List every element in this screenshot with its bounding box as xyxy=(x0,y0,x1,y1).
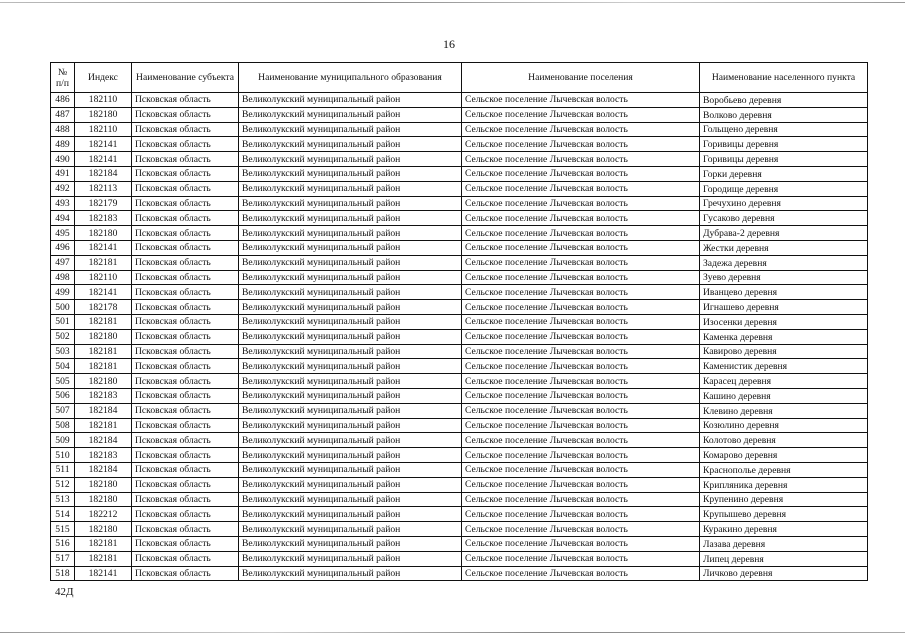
cell-settlement: Сельское поселение Лычевская волость xyxy=(462,374,700,389)
cell-subject: Псковская область xyxy=(132,211,239,226)
cell-number: 502 xyxy=(51,329,75,344)
cell-number: 517 xyxy=(51,551,75,566)
cell-number: 495 xyxy=(51,226,75,241)
cell-subject: Псковская область xyxy=(132,374,239,389)
cell-settlement: Сельское поселение Лычевская волость xyxy=(462,166,700,181)
table-header-row xyxy=(51,63,868,93)
cell-locality: Липец деревня xyxy=(700,551,868,566)
cell-number: 489 xyxy=(51,137,75,152)
cell-number: 508 xyxy=(51,418,75,433)
cell-subject: Псковская область xyxy=(132,240,239,255)
cell-subject: Псковская область xyxy=(132,93,239,108)
table-row xyxy=(51,403,868,418)
table-row xyxy=(51,166,868,181)
cell-settlement: Сельское поселение Лычевская волость xyxy=(462,403,700,418)
cell-municipality: Великолукский муниципальный район xyxy=(239,551,462,566)
cell-subject: Псковская область xyxy=(132,285,239,300)
cell-index: 182180 xyxy=(75,226,132,241)
table-row xyxy=(51,211,868,226)
cell-locality: Горки деревня xyxy=(700,166,868,181)
cell-settlement: Сельское поселение Лычевская волость xyxy=(462,507,700,522)
cell-index: 182180 xyxy=(75,477,132,492)
cell-number: 496 xyxy=(51,240,75,255)
cell-number: 492 xyxy=(51,181,75,196)
cell-index: 182178 xyxy=(75,300,132,315)
cell-index: 182141 xyxy=(75,285,132,300)
cell-number: 507 xyxy=(51,403,75,418)
cell-number: 490 xyxy=(51,152,75,167)
cell-municipality: Великолукский муниципальный район xyxy=(239,122,462,137)
cell-subject: Псковская область xyxy=(132,152,239,167)
cell-number: 504 xyxy=(51,359,75,374)
cell-subject: Псковская область xyxy=(132,329,239,344)
cell-number: 499 xyxy=(51,285,75,300)
cell-municipality: Великолукский муниципальный район xyxy=(239,566,462,581)
cell-locality: Крупенино деревня xyxy=(700,492,868,507)
table-row xyxy=(51,566,868,581)
cell-subject: Псковская область xyxy=(132,522,239,537)
cell-index: 182181 xyxy=(75,344,132,359)
cell-index: 182180 xyxy=(75,374,132,389)
table-row xyxy=(51,314,868,329)
cell-locality: Колотово деревня xyxy=(700,433,868,448)
cell-index: 182183 xyxy=(75,388,132,403)
cell-locality: Городище деревня xyxy=(700,181,868,196)
cell-settlement: Сельское поселение Лычевская волость xyxy=(462,551,700,566)
table-row xyxy=(51,152,868,167)
cell-subject: Псковская область xyxy=(132,448,239,463)
cell-locality: Кашино деревня xyxy=(700,388,868,403)
cell-locality: Козюлино деревня xyxy=(700,418,868,433)
cell-index: 182110 xyxy=(75,270,132,285)
cell-index: 182181 xyxy=(75,536,132,551)
cell-number: 518 xyxy=(51,566,75,581)
cell-settlement: Сельское поселение Лычевская волость xyxy=(462,255,700,270)
cell-settlement: Сельское поселение Лычевская волость xyxy=(462,181,700,196)
page-number: 16 xyxy=(443,37,455,51)
cell-locality: Краснополье деревня xyxy=(700,462,868,477)
cell-municipality: Великолукский муниципальный район xyxy=(239,522,462,537)
cell-locality: Горивицы деревня xyxy=(700,152,868,167)
cell-locality: Задежа деревня xyxy=(700,255,868,270)
cell-settlement: Сельское поселение Лычевская волость xyxy=(462,240,700,255)
cell-municipality: Великолукский муниципальный район xyxy=(239,137,462,152)
cell-municipality: Великолукский муниципальный район xyxy=(239,240,462,255)
cell-settlement: Сельское поселение Лычевская волость xyxy=(462,522,700,537)
scan-edge-bottom xyxy=(0,632,905,633)
cell-settlement: Сельское поселение Лычевская волость xyxy=(462,285,700,300)
cell-settlement: Сельское поселение Лычевская волость xyxy=(462,314,700,329)
cell-index: 182181 xyxy=(75,418,132,433)
table-row xyxy=(51,196,868,211)
table-row xyxy=(51,418,868,433)
cell-subject: Псковская область xyxy=(132,359,239,374)
cell-number: 491 xyxy=(51,166,75,181)
cell-subject: Псковская область xyxy=(132,181,239,196)
cell-municipality: Великолукский муниципальный район xyxy=(239,462,462,477)
cell-subject: Псковская область xyxy=(132,433,239,448)
table-row xyxy=(51,492,868,507)
cell-index: 182184 xyxy=(75,166,132,181)
cell-index: 182212 xyxy=(75,507,132,522)
cell-locality: Крипляника деревня xyxy=(700,477,868,492)
cell-locality: Кавирово деревня xyxy=(700,344,868,359)
table-row xyxy=(51,551,868,566)
table-row xyxy=(51,448,868,463)
cell-index: 182183 xyxy=(75,211,132,226)
cell-municipality: Великолукский муниципальный район xyxy=(239,477,462,492)
table-row xyxy=(51,522,868,537)
cell-subject: Псковская область xyxy=(132,462,239,477)
table-row xyxy=(51,433,868,448)
cell-municipality: Великолукский муниципальный район xyxy=(239,166,462,181)
cell-settlement: Сельское поселение Лычевская волость xyxy=(462,211,700,226)
cell-subject: Псковская область xyxy=(132,137,239,152)
cell-municipality: Великолукский муниципальный район xyxy=(239,226,462,241)
cell-settlement: Сельское поселение Лычевская волость xyxy=(462,137,700,152)
cell-index: 182181 xyxy=(75,255,132,270)
table-row xyxy=(51,344,868,359)
cell-number: 511 xyxy=(51,462,75,477)
cell-locality: Лазава деревня xyxy=(700,536,868,551)
cell-number: 510 xyxy=(51,448,75,463)
cell-index: 182141 xyxy=(75,240,132,255)
cell-subject: Псковская область xyxy=(132,403,239,418)
cell-locality: Куракино деревня xyxy=(700,522,868,537)
cell-subject: Псковская область xyxy=(132,536,239,551)
table-row xyxy=(51,462,868,477)
cell-subject: Псковская область xyxy=(132,122,239,137)
cell-index: 182183 xyxy=(75,448,132,463)
cell-subject: Псковская область xyxy=(132,507,239,522)
cell-locality: Зуево деревня xyxy=(700,270,868,285)
cell-subject: Псковская область xyxy=(132,300,239,315)
cell-municipality: Великолукский муниципальный район xyxy=(239,285,462,300)
cell-municipality: Великолукский муниципальный район xyxy=(239,152,462,167)
cell-locality: Игнашево деревня xyxy=(700,300,868,315)
cell-number: 498 xyxy=(51,270,75,285)
cell-number: 487 xyxy=(51,107,75,122)
cell-locality: Изосенки деревня xyxy=(700,314,868,329)
table-row xyxy=(51,507,868,522)
cell-settlement: Сельское поселение Лычевская волость xyxy=(462,536,700,551)
cell-subject: Псковская область xyxy=(132,492,239,507)
cell-number: 500 xyxy=(51,300,75,315)
cell-number: 501 xyxy=(51,314,75,329)
cell-locality: Воробьево деревня xyxy=(700,93,868,108)
cell-municipality: Великолукский муниципальный район xyxy=(239,329,462,344)
cell-subject: Псковская область xyxy=(132,477,239,492)
cell-subject: Псковская область xyxy=(132,344,239,359)
cell-locality: Волково деревня xyxy=(700,107,868,122)
cell-locality: Личково деревня xyxy=(700,566,868,581)
cell-locality: Комарово деревня xyxy=(700,448,868,463)
cell-municipality: Великолукский муниципальный район xyxy=(239,93,462,108)
cell-municipality: Великолукский муниципальный район xyxy=(239,270,462,285)
table-row xyxy=(51,388,868,403)
cell-number: 514 xyxy=(51,507,75,522)
cell-number: 497 xyxy=(51,255,75,270)
table-row xyxy=(51,93,868,108)
cell-index: 182180 xyxy=(75,522,132,537)
cell-municipality: Великолукский муниципальный район xyxy=(239,507,462,522)
cell-municipality: Великолукский муниципальный район xyxy=(239,448,462,463)
cell-municipality: Великолукский муниципальный район xyxy=(239,344,462,359)
cell-municipality: Великолукский муниципальный район xyxy=(239,211,462,226)
cell-municipality: Великолукский муниципальный район xyxy=(239,403,462,418)
table-row xyxy=(51,477,868,492)
cell-municipality: Великолукский муниципальный район xyxy=(239,300,462,315)
cell-locality: Каменка деревня xyxy=(700,329,868,344)
cell-number: 515 xyxy=(51,522,75,537)
settlements-table xyxy=(50,62,868,581)
column-header-locality: Наименование населенного пункта xyxy=(700,63,868,93)
cell-settlement: Сельское поселение Лычевская волость xyxy=(462,122,700,137)
cell-locality: Гусаково деревня xyxy=(700,211,868,226)
column-header-number: № п/п xyxy=(51,63,75,93)
cell-settlement: Сельское поселение Лычевская волость xyxy=(462,300,700,315)
table-row xyxy=(51,226,868,241)
cell-settlement: Сельское поселение Лычевская волость xyxy=(462,344,700,359)
cell-index: 182184 xyxy=(75,462,132,477)
cell-settlement: Сельское поселение Лычевская волость xyxy=(462,433,700,448)
cell-settlement: Сельское поселение Лычевская волость xyxy=(462,462,700,477)
cell-number: 509 xyxy=(51,433,75,448)
cell-subject: Псковская область xyxy=(132,107,239,122)
cell-settlement: Сельское поселение Лычевская волость xyxy=(462,107,700,122)
cell-municipality: Великолукский муниципальный район xyxy=(239,374,462,389)
cell-settlement: Сельское поселение Лычевская волость xyxy=(462,566,700,581)
cell-settlement: Сельское поселение Лычевская волость xyxy=(462,388,700,403)
cell-settlement: Сельское поселение Лычевская волость xyxy=(462,270,700,285)
cell-settlement: Сельское поселение Лычевская волость xyxy=(462,329,700,344)
cell-municipality: Великолукский муниципальный район xyxy=(239,255,462,270)
cell-locality: Жестки деревня xyxy=(700,240,868,255)
cell-index: 182141 xyxy=(75,152,132,167)
cell-subject: Псковская область xyxy=(132,551,239,566)
cell-locality: Дубрава-2 деревня xyxy=(700,226,868,241)
cell-index: 182141 xyxy=(75,566,132,581)
cell-locality: Каменистик деревня xyxy=(700,359,868,374)
footer-code: 42Д xyxy=(55,586,74,598)
cell-municipality: Великолукский муниципальный район xyxy=(239,536,462,551)
column-header-subject: Наименование субъекта xyxy=(132,63,239,93)
cell-number: 486 xyxy=(51,93,75,108)
table-row xyxy=(51,270,868,285)
cell-number: 488 xyxy=(51,122,75,137)
column-header-settlement: Наименование поселения xyxy=(462,63,700,93)
cell-locality: Гольщено деревня xyxy=(700,122,868,137)
cell-number: 505 xyxy=(51,374,75,389)
cell-index: 182110 xyxy=(75,93,132,108)
cell-subject: Псковская область xyxy=(132,270,239,285)
cell-subject: Псковская область xyxy=(132,226,239,241)
cell-subject: Псковская область xyxy=(132,566,239,581)
column-header-index: Индекс xyxy=(75,63,132,93)
cell-settlement: Сельское поселение Лычевская волость xyxy=(462,152,700,167)
table-row xyxy=(51,285,868,300)
cell-municipality: Великолукский муниципальный район xyxy=(239,181,462,196)
cell-settlement: Сельское поселение Лычевская волость xyxy=(462,477,700,492)
cell-locality: Гречухино деревня xyxy=(700,196,868,211)
cell-locality: Клевино деревня xyxy=(700,403,868,418)
table-row xyxy=(51,255,868,270)
table-row xyxy=(51,107,868,122)
cell-subject: Псковская область xyxy=(132,418,239,433)
cell-number: 512 xyxy=(51,477,75,492)
table-row xyxy=(51,374,868,389)
cell-municipality: Великолукский муниципальный район xyxy=(239,388,462,403)
table-row xyxy=(51,359,868,374)
cell-number: 516 xyxy=(51,536,75,551)
cell-subject: Псковская область xyxy=(132,196,239,211)
cell-locality: Крупышево деревня xyxy=(700,507,868,522)
cell-settlement: Сельское поселение Лычевская волость xyxy=(462,492,700,507)
cell-subject: Псковская область xyxy=(132,314,239,329)
cell-number: 493 xyxy=(51,196,75,211)
cell-subject: Псковская область xyxy=(132,388,239,403)
cell-municipality: Великолукский муниципальный район xyxy=(239,492,462,507)
cell-settlement: Сельское поселение Лычевская волость xyxy=(462,226,700,241)
table-row xyxy=(51,329,868,344)
cell-index: 182141 xyxy=(75,137,132,152)
table-row xyxy=(51,300,868,315)
cell-locality: Карасец деревня xyxy=(700,374,868,389)
table-row xyxy=(51,536,868,551)
table-row xyxy=(51,137,868,152)
cell-number: 503 xyxy=(51,344,75,359)
cell-index: 182180 xyxy=(75,107,132,122)
column-header-municipality: Наименование муниципального образования xyxy=(239,63,462,93)
cell-municipality: Великолукский муниципальный район xyxy=(239,107,462,122)
cell-index: 182184 xyxy=(75,403,132,418)
table-row xyxy=(51,122,868,137)
cell-municipality: Великолукский муниципальный район xyxy=(239,196,462,211)
cell-index: 182184 xyxy=(75,433,132,448)
table-row xyxy=(51,181,868,196)
cell-index: 182181 xyxy=(75,314,132,329)
cell-index: 182181 xyxy=(75,551,132,566)
cell-index: 182180 xyxy=(75,329,132,344)
cell-settlement: Сельское поселение Лычевская волость xyxy=(462,359,700,374)
cell-municipality: Великолукский муниципальный район xyxy=(239,418,462,433)
cell-number: 494 xyxy=(51,211,75,226)
cell-index: 182179 xyxy=(75,196,132,211)
cell-subject: Псковская область xyxy=(132,255,239,270)
table-body xyxy=(51,93,868,581)
cell-municipality: Великолукский муниципальный район xyxy=(239,359,462,374)
cell-settlement: Сельское поселение Лычевская волость xyxy=(462,418,700,433)
cell-locality: Горивицы деревня xyxy=(700,137,868,152)
cell-settlement: Сельское поселение Лычевская волость xyxy=(462,448,700,463)
cell-index: 182180 xyxy=(75,492,132,507)
cell-municipality: Великолукский муниципальный район xyxy=(239,433,462,448)
cell-locality: Иванцево деревня xyxy=(700,285,868,300)
cell-settlement: Сельское поселение Лычевская волость xyxy=(462,93,700,108)
cell-settlement: Сельское поселение Лычевская волость xyxy=(462,196,700,211)
cell-number: 513 xyxy=(51,492,75,507)
scan-edge-top xyxy=(0,2,905,3)
cell-index: 182110 xyxy=(75,122,132,137)
table-row xyxy=(51,240,868,255)
cell-index: 182181 xyxy=(75,359,132,374)
cell-subject: Псковская область xyxy=(132,166,239,181)
cell-index: 182113 xyxy=(75,181,132,196)
cell-number: 506 xyxy=(51,388,75,403)
cell-municipality: Великолукский муниципальный район xyxy=(239,314,462,329)
